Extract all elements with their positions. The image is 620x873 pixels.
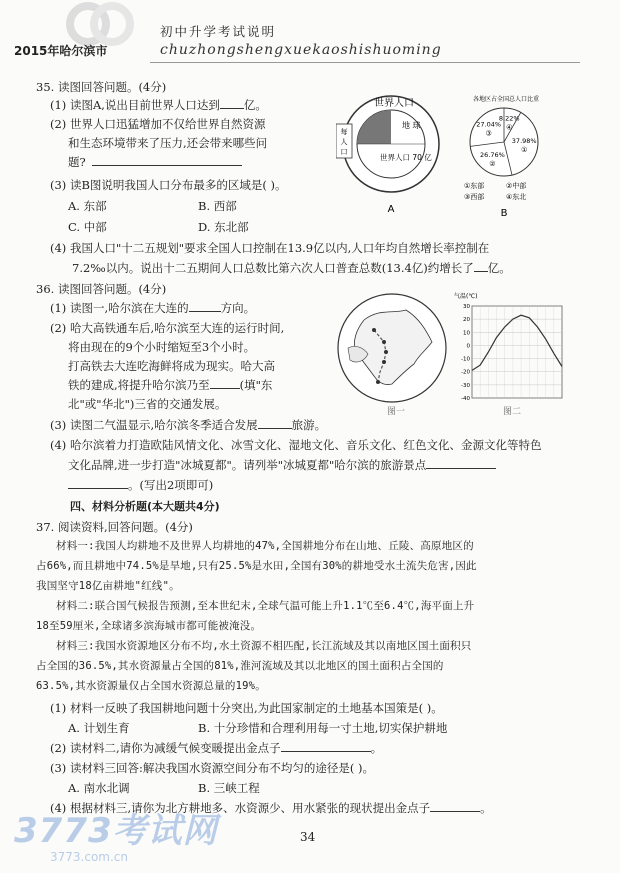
figure-b-slice-percent: 37.98% [511, 136, 537, 145]
q35-option-a[interactable]: A. 东部 [68, 199, 107, 213]
q36-part3-text: (3) 读图二气温显示,哈尔滨冬季适合发展 [50, 418, 258, 432]
figure-b-pie-group [470, 108, 538, 176]
q36-part2-blank[interactable] [210, 378, 240, 389]
q35-part1-end: 亿。 [243, 98, 267, 112]
figure-a-side-char3: 口 [340, 148, 348, 156]
q37-part4-end: 。 [480, 801, 492, 815]
q35-part3: (3) 读B图说明我国人口分布最多的区域是( )。 [50, 178, 287, 192]
q36-part2-line4-text: 铁的建成,将提升哈尔滨乃至 [68, 378, 210, 392]
q37-part4-blank[interactable] [430, 801, 480, 812]
figure-2-caption: 图二 [502, 407, 522, 417]
figure-a-side-char2: 人 [340, 138, 348, 146]
q36-part4-line3-text: 。(写出2项即可) [128, 478, 214, 492]
figure-a-earth-label: 地 球 [402, 121, 421, 130]
q35-part4-line2-text: 7.2‰以内。说出十二五期间人口总数比第六次人口普查总数(13.4亿)约增长了 [72, 261, 474, 275]
q35-part4-end: 亿。 [487, 261, 511, 275]
q36-part1-blank[interactable] [189, 301, 221, 312]
q37-part3-option-b[interactable]: B. 三峡工程 [198, 781, 260, 795]
q37-title: 37. 阅读资料,回答问题。(4分) [36, 520, 193, 534]
figure-2-ytick: -20 [461, 369, 470, 376]
q35-part2-blank[interactable] [92, 155, 242, 166]
q37-material2-line1: 材料二:联合国气候报告预测,至本世纪末,全球气温可能上升1.1℃至6.4℃,海平面上升 [56, 600, 475, 612]
header-year-city: 2015年哈尔滨市 [14, 44, 108, 58]
figure-b-slice-number: ① [521, 145, 528, 154]
q37-material3-line1: 材料三:我国水资源地区分布不均,水土资源不相匹配,长江流域及其以南地区国土面积只 [56, 640, 472, 652]
q37-material1-line3: 我国坚守18亿亩耕地"红线"。 [36, 580, 180, 592]
q35-part4-line2 [72, 261, 511, 275]
figure-b-legend-2: ②中部 [506, 182, 527, 190]
q36-part2-line2: 将由现在的9个小时缩短至3个小时。 [68, 340, 256, 354]
q36-part2-line4 [68, 378, 272, 392]
q37-part1: (1) 材料一反映了我国耕地问题十分突出,为此国家制定的土地基本国策是( )。 [50, 701, 443, 715]
figure-2-temperature-chart [450, 290, 570, 418]
q36-part3 [50, 418, 326, 432]
q36-part4-line3 [68, 478, 213, 492]
q37-material3-line3: 63.5%,其水资源量仅占全国水资源总量的19%。 [36, 680, 266, 692]
q35-part2-line1: (2) 世界人口迅猛增加不仅给世界自然资源 [50, 117, 266, 131]
figure-1-map [334, 290, 454, 418]
figure-2-ytick: -30 [461, 382, 470, 389]
q36-part2-line3: 打高铁去大连吃海鲜将成为现实。哈大高 [68, 359, 275, 373]
figure-a-caption: A [387, 204, 395, 215]
q37-part3-option-a[interactable]: A. 南水北调 [68, 781, 130, 795]
q37-material3-line2: 占全国的36.5%,其水资源量占全国的81%,淮河流域及其以北地区的国土面积占全国的 [36, 660, 444, 672]
q36-title: 36. 读图回答问题。(4分) [36, 282, 167, 296]
q37-material2-line2: 18至59厘米,全球诸多滨海城市都可能被淹没。 [36, 620, 262, 632]
header-pinyin: chuzhongshengxuekaoshishuoming [160, 42, 442, 58]
q36-part3-blank[interactable] [258, 418, 292, 429]
figure-b-slice-number: ② [489, 159, 496, 168]
figure-a-world-population [336, 86, 446, 216]
q36-part3-end: 旅游。 [291, 418, 327, 432]
figure-b-caption: B [500, 208, 508, 219]
figure-b-slice-percent: 8.22% [498, 114, 520, 123]
q35-title: 35. 读图回答问题。(4分) [36, 80, 167, 94]
figure-2-ytick-group [461, 304, 470, 402]
q35-part2-line3-text: 题? [68, 155, 86, 169]
figure-1-caption: 图一 [386, 407, 406, 417]
q36-part1 [50, 301, 255, 315]
q37-part2-blank[interactable] [281, 741, 371, 752]
header-title: 初中升学考试说明 [160, 24, 277, 39]
figure-a-side-char1: 每 [340, 128, 348, 136]
q35-part1-text: (1) 读图A,说出目前世界人口达到 [50, 98, 220, 112]
q35-part4-line1: (4) 我国人口"十二五规划"要求全国人口控制在13.9亿以内,人口年均自然增长率控制在 [50, 241, 490, 255]
figure-b-legend-3: ③西部 [464, 193, 485, 201]
q35-part2-line3 [68, 155, 242, 169]
q37-material1-line1: 材料一:我国人均耕地不及世界人均耕地的47%,全国耕地分布在山地、丘陵、高原地区的 [56, 540, 474, 552]
figure-b-slice-number: ④ [506, 123, 513, 132]
q36-part4-line2 [68, 458, 496, 472]
figure-2-ytick: -10 [461, 356, 470, 363]
q37-part1-option-a[interactable]: A. 计划生育 [68, 721, 130, 735]
figure-b-slice-percent: 27.04% [476, 120, 502, 129]
q37-part2-text: (2) 读材料二,请你为减缓气候变暖提出金点子 [50, 741, 281, 755]
q35-option-b[interactable]: B. 西部 [198, 199, 237, 213]
q35-part2-line2: 和生态环境带来了压力,还会带来哪些问 [68, 136, 268, 150]
q37-part1-option-b[interactable]: B. 十分珍惜和合理利用每一寸土地,切实保护耕地 [198, 721, 448, 735]
q35-option-c[interactable]: C. 中部 [68, 220, 107, 234]
q36-part2-line5: 北"或"华北")三省的交通发展。 [68, 397, 227, 411]
figure-a-world-pop-label: 世界人口 70 亿 [380, 153, 432, 162]
figure-b-legend-4: ④东北 [506, 193, 527, 201]
figure-2-ytick: 20 [463, 317, 470, 324]
figure-b-population-pie [456, 92, 556, 222]
figure-2-frame [472, 306, 562, 398]
header-logo-icon [60, 2, 140, 46]
q37-part2-end: 。 [370, 741, 383, 755]
figure-b-legend-1: ①东部 [464, 182, 485, 190]
figure-2-ytick: 10 [463, 330, 470, 337]
q35-part1-blank[interactable] [220, 98, 244, 109]
q37-material1-line2: 占66%,而且耕地中74.5%是旱地,只有25.5%是水田,全国有30%的耕地受水土流失危害,因此 [36, 560, 477, 572]
figure-2-ylabel: 气温(℃) [454, 293, 478, 300]
q36-part4-blank2[interactable] [68, 478, 128, 489]
q37-part2 [50, 741, 382, 755]
watermark-logo: 3773考试网 [14, 811, 218, 851]
header-divider [150, 62, 580, 63]
q36-part1-end: 方向。 [220, 301, 256, 315]
figure-2-grid [472, 306, 562, 398]
figure-b-slice-number: ③ [485, 129, 492, 138]
figure-b-title: 各地区占全国总人口比重 [472, 96, 540, 103]
q35-part1 [50, 98, 267, 112]
figure-2-temperature-line [472, 315, 562, 370]
figure-b-slice-percent: 26.76% [480, 150, 505, 159]
figure-2-ytick: 30 [463, 304, 470, 310]
q36-part4-blank[interactable] [426, 458, 496, 469]
figure-a-ring-label: 世界人口 [374, 98, 414, 109]
q35-part4-blank[interactable] [474, 261, 488, 272]
q36-part1-text: (1) 读图一,哈尔滨在大连的 [50, 301, 189, 315]
page-number: 34 [300, 830, 316, 844]
figure-2-ytick: 0 [466, 343, 470, 350]
q36-part4-line2-text: 文化品牌,进一步打造"冰城夏都"。请列举"冰城夏都"哈尔滨的旅游景点 [68, 458, 427, 472]
q36-part2-line1: (2) 哈大高铁通车后,哈尔滨至大连的运行时间, [50, 321, 285, 335]
section-4-title: 四、材料分析题(本大题共4分) [70, 500, 220, 513]
q36-part4-line1: (4) 哈尔滨着力打造欧陆风情文化、冰雪文化、湿地文化、音乐文化、红色文化、金源文化等特色 [50, 438, 542, 452]
watermark-url: 3773.com.cn [50, 850, 128, 864]
figure-2-ytick: -40 [461, 396, 470, 402]
q35-option-d[interactable]: D. 东北部 [198, 220, 249, 234]
q37-part4-text: (4) 根据材料三,请你为北方耕地多、水资源少、用水紧张的现状提出金点子 [50, 801, 431, 815]
q37-part3: (3) 读材料三回答:解决我国水资源空间分布不均匀的途径是( )。 [50, 761, 374, 775]
q36-part2-line4-mid: (填"东 [239, 378, 273, 392]
